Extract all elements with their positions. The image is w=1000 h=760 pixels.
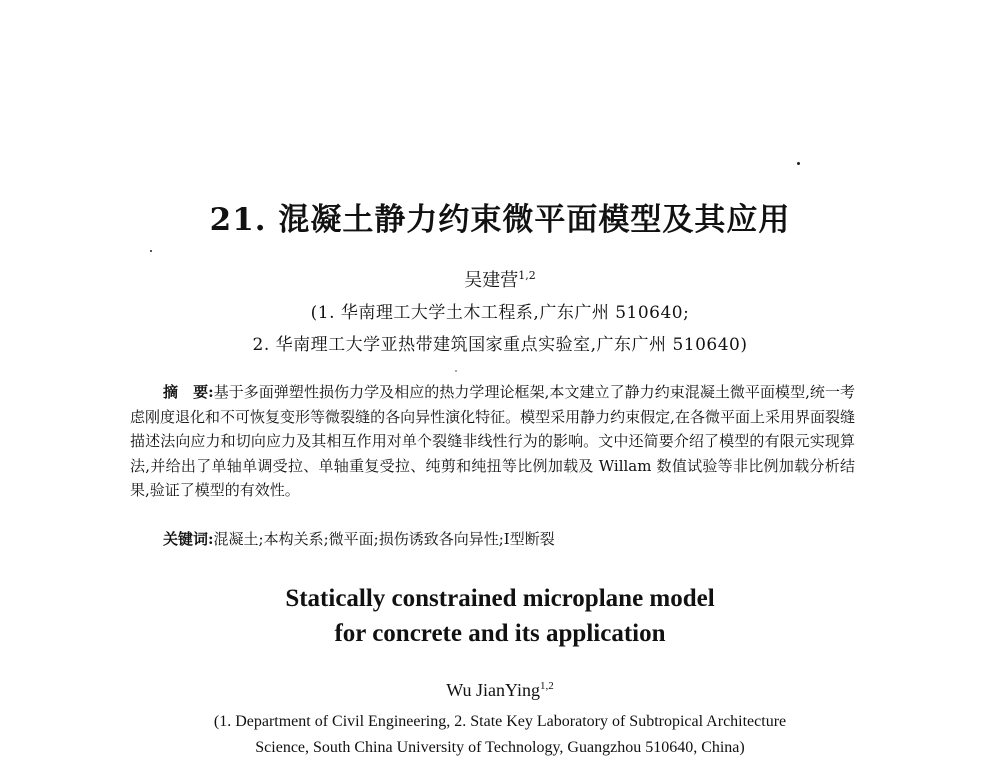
author-chinese (0, 266, 1000, 292)
scan-speck (150, 250, 152, 252)
affiliation-english-line-1: (1. Department of Civil Engineering, 2. State Key Laboratory of Subtropical Architecture (213, 713, 787, 730)
abstract-label: 摘 要: (163, 383, 214, 401)
abstract-chinese (130, 380, 855, 503)
author-name-chinese: 吴建营 (464, 270, 519, 291)
scan-speck (455, 370, 457, 372)
affiliation-english-line-2: Science, South China University of Technology, Guangzhou 510640, China) (255, 739, 745, 756)
affiliation-chinese-line-1: (1. 华南理工大学土木工程系,广东广州 510640; (310, 303, 690, 323)
author-affiliation-marker: 1,2 (518, 269, 536, 282)
keywords-chinese (163, 528, 555, 549)
scan-speck (797, 162, 800, 165)
author-name-english: Wu JianYing (446, 680, 541, 700)
keywords-label: 关键词: (163, 530, 214, 548)
paper-title-english-line-2: for concrete and its application (334, 620, 666, 647)
abstract-text: 基于多面弹塑性损伤力学及相应的热力学理论框架,本文建立了静力约束混凝土微平面模型,统一考虑刚度退化和不可恢复变形等微裂缝的各向异性演化特征。模型采用静力约束假定,在各微平面上采用界面裂缝描述法向应力和切向应力及其相互作用对单个裂缝非线性行为的影响。文中还简要介绍了模型的有限元实现算法,并给出了单轴单调受拉、单轴重复受拉、纯剪和纯扭等比例加载及 Willam 数值试验等非比例加载分析结果,验证了模型的有效性。 (130, 383, 855, 499)
author-affiliation-marker-english: 1,2 (540, 680, 554, 692)
paper-title-english-line-1: Statically constrained microplane model (285, 585, 715, 612)
keywords-text: 混凝土;本构关系;微平面;损伤诱致各向异性;Ⅰ型断裂 (213, 530, 555, 548)
paper-title-chinese: 21. 混凝土静力约束微平面模型及其应用 (209, 202, 791, 238)
affiliation-chinese-line-2: 2. 华南理工大学亚热带建筑国家重点实验室,广东广州 510640) (252, 335, 748, 355)
author-english (0, 680, 1000, 701)
